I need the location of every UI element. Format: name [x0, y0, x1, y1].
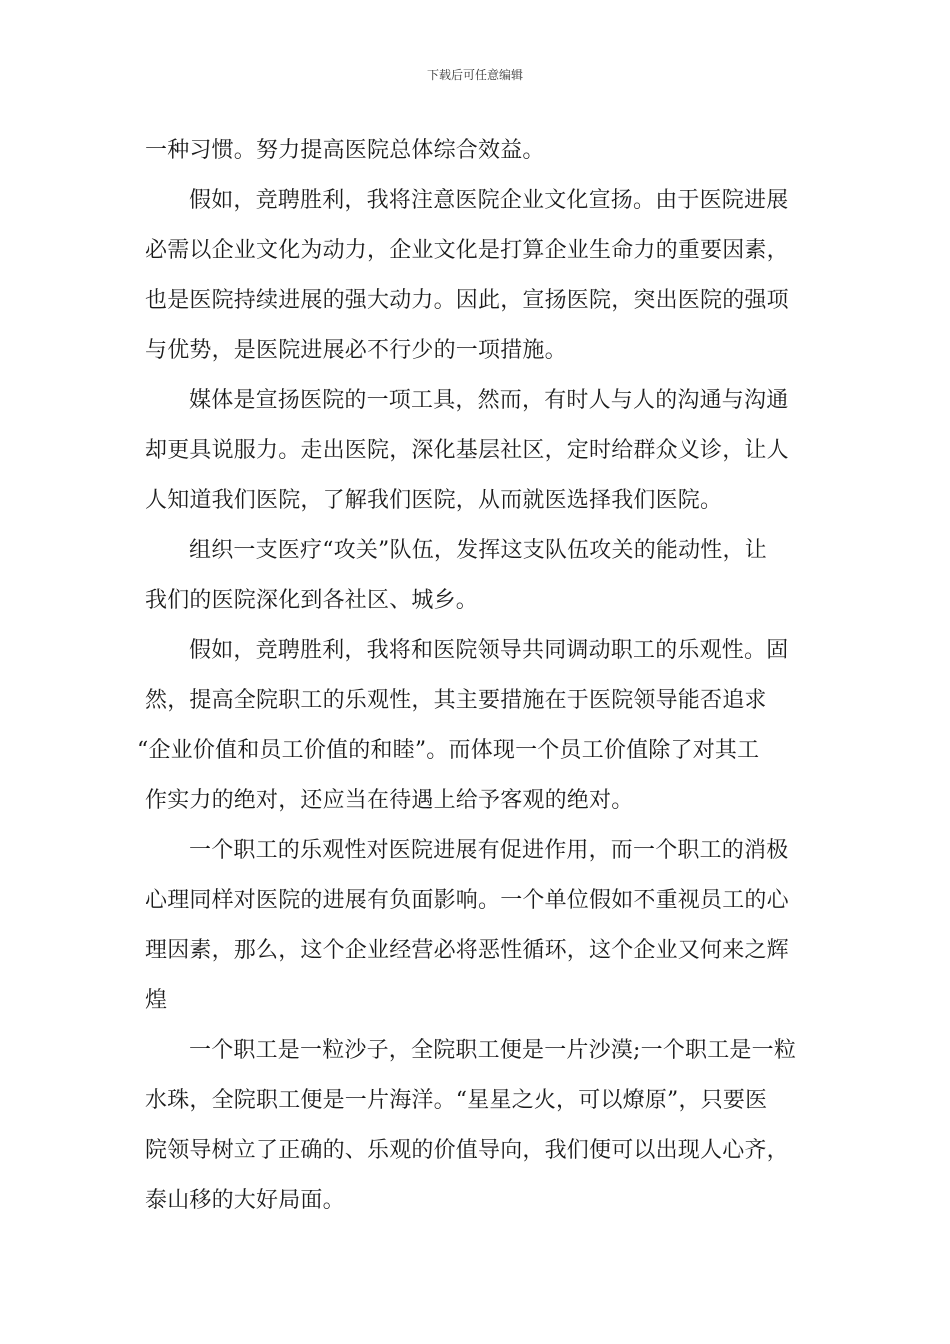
text-line: 心理同样对医院的进展有负面影响。一个单位假如不重视员工的心	[145, 888, 789, 913]
text-line: 一个职工的乐观性对医院进展有促进作用，而一个职工的消极	[189, 838, 789, 863]
text-line: 理因素，那么，这个企业经营必将恶性循环，这个企业又何来之辉	[145, 938, 789, 963]
paragraph	[145, 1026, 805, 1226]
text-line: 我们的医院深化到各社区、城乡。	[145, 588, 479, 613]
text-line: 却更具说服力。走出医院，深化基层社区，定时给群众义诊，让人	[145, 438, 789, 463]
text-line: 媒体是宣扬医院的一项工具，然而，有时人与人的沟通与沟通	[189, 388, 789, 413]
text-line: 泰山移的大好局面。	[145, 1188, 345, 1213]
text-line: 假如，竞聘胜利，我将注意医院企业文化宣扬。由于医院进展	[189, 188, 789, 213]
text-line: 与优势，是医院进展必不行少的一项措施。	[145, 338, 567, 363]
paragraph	[145, 826, 805, 1026]
text-line: 组织一支医疗“攻关”队伍，发挥这支队伍攻关的能动性，让	[189, 538, 767, 563]
text-line: 煌	[145, 988, 168, 1013]
paragraph	[145, 126, 805, 176]
text-line: 也是医院持续进展的强大动力。因此，宣扬医院，突出医院的强项	[145, 288, 789, 313]
text-line: 一个职工是一粒沙子，全院职工便是一片沙漠;一个职工是一粒	[189, 1038, 797, 1063]
text-line: 院领导树立了正确的、乐观的价值导向，我们便可以出现人心齐，	[145, 1138, 789, 1163]
text-line: 一种习惯。努力提高医院总体综合效益。	[145, 138, 545, 163]
text-line: 水珠，全院职工便是一片海洋。“星星之火，可以燎原”，只要医	[145, 1088, 768, 1113]
paragraph	[145, 376, 805, 526]
text-line: 假如，竞聘胜利，我将和医院领导共同调动职工的乐观性。固	[189, 638, 789, 663]
text-line: 人知道我们医院，了解我们医院，从而就医选择我们医院。	[145, 488, 723, 513]
paragraph	[137, 626, 805, 826]
text-line: 必需以企业文化为动力，企业文化是打算企业生命力的重要因素，	[145, 238, 789, 263]
page-header: 下载后可任意编辑	[426, 68, 523, 82]
text-line: 作实力的绝对，还应当在待遇上给予客观的绝对。	[145, 788, 634, 813]
paragraph	[145, 176, 805, 376]
text-line: 然，提高全院职工的乐观性，其主要措施在于医院领导能否追求	[145, 688, 767, 713]
paragraph	[145, 526, 805, 626]
text-line: “企业价值和员工价值的和睦”。而体现一个员工价值除了对其工	[137, 738, 760, 763]
document-body	[137, 126, 805, 1226]
